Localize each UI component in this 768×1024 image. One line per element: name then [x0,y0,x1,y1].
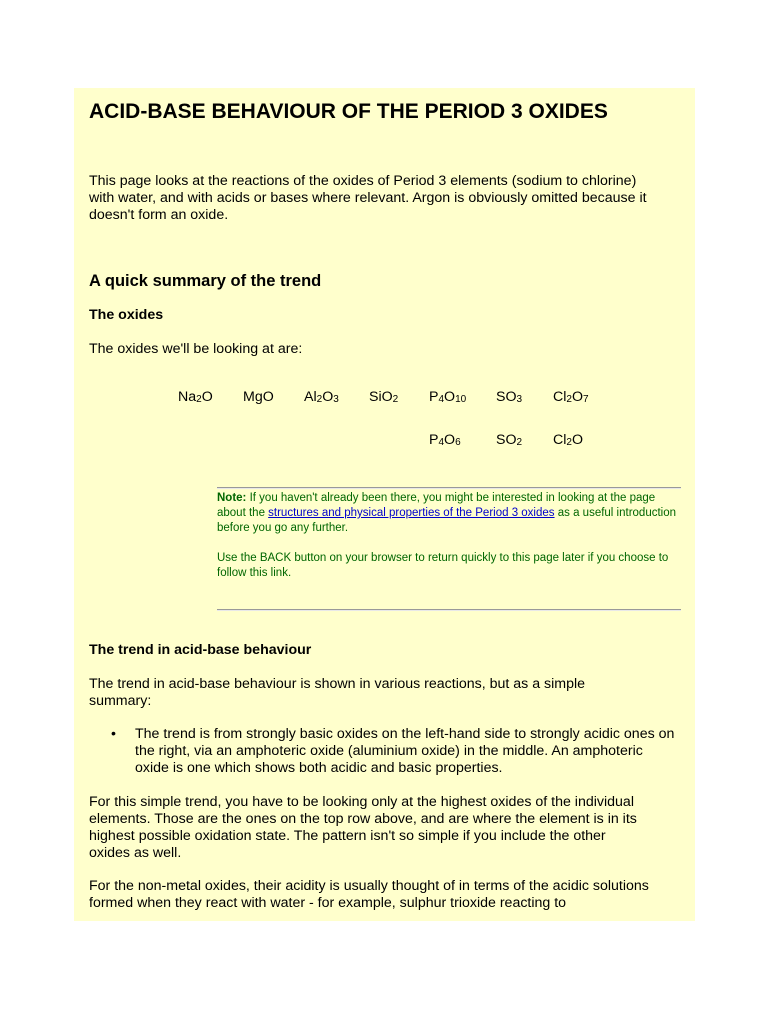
formula-na2o: $Na_2O$ [178,389,213,405]
trend-lead: The trend in acid-base behaviour is shown in various reactions, but as a simple summary: [89,676,586,709]
note-back-paragraph: Use the BACK button on your browser to return quickly to this page later if you choose to follow this link. [217,552,669,579]
note-top-rule [217,487,681,489]
formula-al2o3: $Al_2O_3$ [304,389,339,405]
page-title: ACID-BASE BEHAVIOUR OF THE PERIOD 3 OXIDES [89,100,608,123]
note-bottom-rule [217,609,681,611]
formula-so3: $SO_3$ [496,389,523,405]
trend-list [89,726,679,777]
bullet-icon: • [111,726,116,742]
summary-heading: A quick summary of the trend [89,272,322,290]
document-page [74,88,695,921]
simple-trend-paragraph: For this simple trend, you have to be looking only at the highest oxides of the individual elements. Those are the ones on the top row above, and are where the element is in its highest possible oxidation state. The pattern isn't so simple if you include the other oxides as well. [89,794,637,861]
structures-link[interactable]: structures and physical properties of the Period 3 oxides [268,507,555,519]
oxides-lead: The oxides we'll be looking at are: [89,341,303,357]
note-box [217,487,681,611]
trend-heading: The trend in acid-base behaviour [89,642,312,658]
note-label: Note: [217,492,247,504]
note-paragraph: Note: If you haven't already been there, you might be interested in looking at the page about the structures and physical properties of the Period 3 oxides as a useful introduction before you go any further. [217,492,677,534]
list-item: • The trend is from strongly basic oxides on the left-hand side to strongly acidic ones on the right, via an amphoteric oxide (aluminium oxide) in the middle. An amphoteric oxide is one which shows both acidic and basic properties. [111,726,675,776]
intro-paragraph: This page looks at the reactions of the oxides of Period 3 elements (sodium to chlorine) with water, and with acids or bases where relevant. Argon is obviously omitted because it doesn't form an oxide. [89,173,647,223]
formula-cl2o: $Cl_2O$ [553,432,584,448]
nonmetal-paragraph: For the non-metal oxides, their acidity is usually thought of in terms of the acidic solutions formed when they react with water - for example, sulphur trioxide reacting to [89,878,649,911]
formula-so2: $SO_2$ [496,432,523,448]
formula-p4o6: $P_4O_6$ [429,432,461,448]
formula-mgo: MgO [243,389,274,405]
formula-p4o10: $P_4O_{10}$ [429,389,467,405]
formula-sio2: SiO$_2$ [369,389,399,405]
oxides-heading: The oxides [89,307,164,323]
formula-cl2o7: $Cl_2O_7$ [553,389,589,405]
